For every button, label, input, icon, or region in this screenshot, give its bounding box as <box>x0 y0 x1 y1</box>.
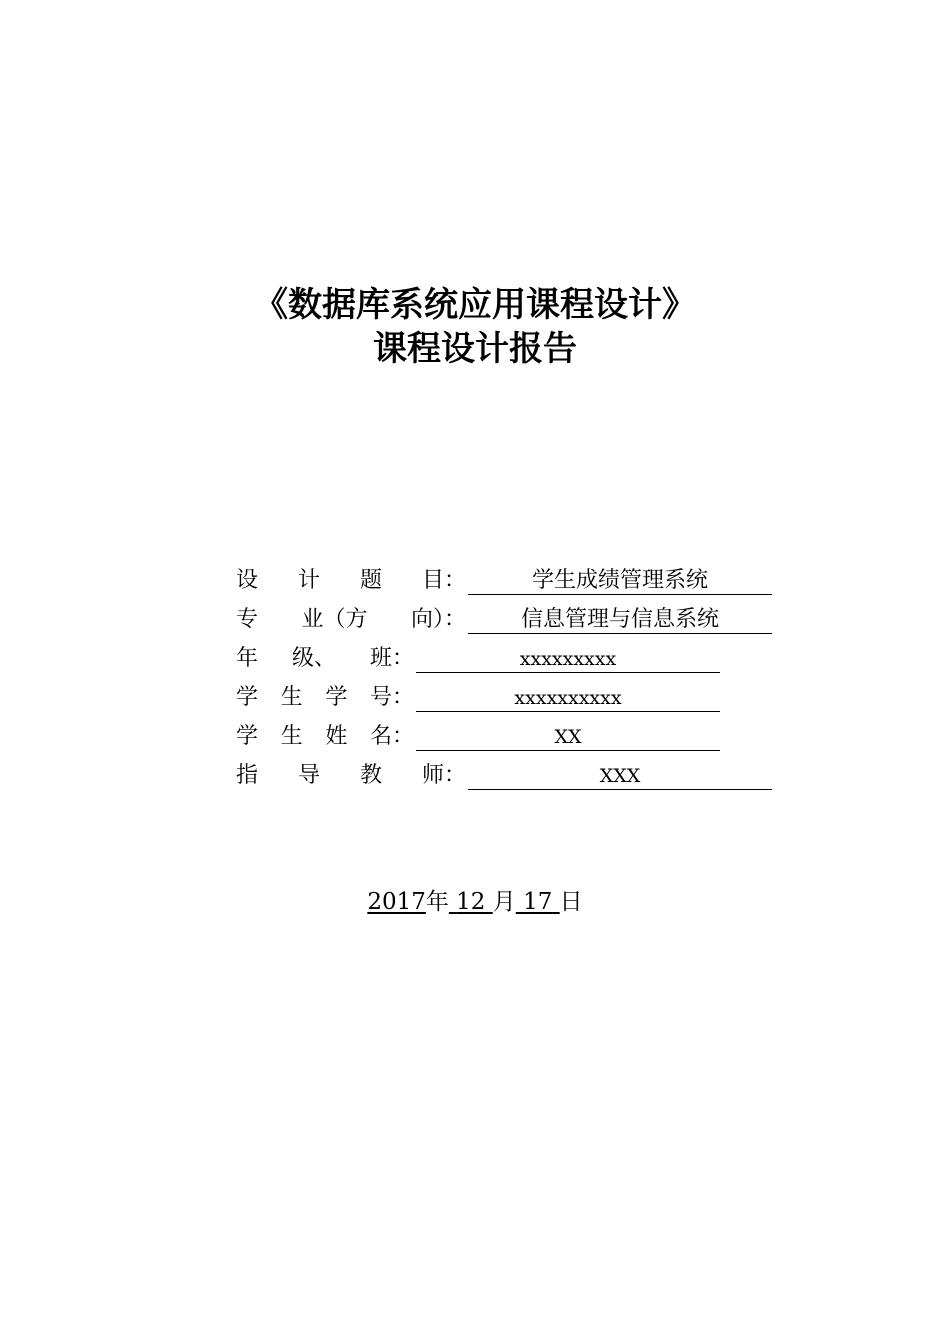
field-major <box>236 602 796 641</box>
field-major-label: 专 业（方 向）： <box>236 607 466 632</box>
date-day: 17 <box>523 889 553 915</box>
field-topic-value: 学生成绩管理系统 <box>468 563 772 595</box>
field-advisor <box>236 758 796 797</box>
cover-info-block <box>236 563 796 797</box>
field-topic <box>236 563 796 602</box>
field-grade <box>236 641 796 680</box>
field-advisor-value: XXX <box>468 758 772 790</box>
field-student-id <box>236 680 796 719</box>
field-student-id-label: 学 生 学 号： <box>236 685 414 710</box>
date-month: 12 <box>456 889 486 915</box>
field-grade-label: 年 级、 班： <box>236 646 414 671</box>
date-month-unit: 月 <box>492 889 516 915</box>
date-year: 2017 <box>367 889 426 915</box>
field-student-id-value: xxxxxxxxxx <box>416 680 720 712</box>
report-title-line1: 《数据库系统应用课程设计》 <box>254 285 696 325</box>
field-major-value: 信息管理与信息系统 <box>468 602 772 634</box>
report-date <box>0 884 950 920</box>
field-student-name <box>236 719 796 758</box>
date-day-unit: 日 <box>559 889 583 915</box>
field-topic-label: 设 计 题 目： <box>236 568 466 593</box>
field-student-name-value: XX <box>416 719 720 751</box>
report-title-line2: 课程设计报告 <box>373 329 577 369</box>
field-student-name-label: 学 生 姓 名： <box>236 724 414 749</box>
field-advisor-label: 指 导 教 师： <box>236 763 466 788</box>
date-year-unit: 年 <box>425 889 449 915</box>
field-grade-value: xxxxxxxxx <box>416 641 720 673</box>
